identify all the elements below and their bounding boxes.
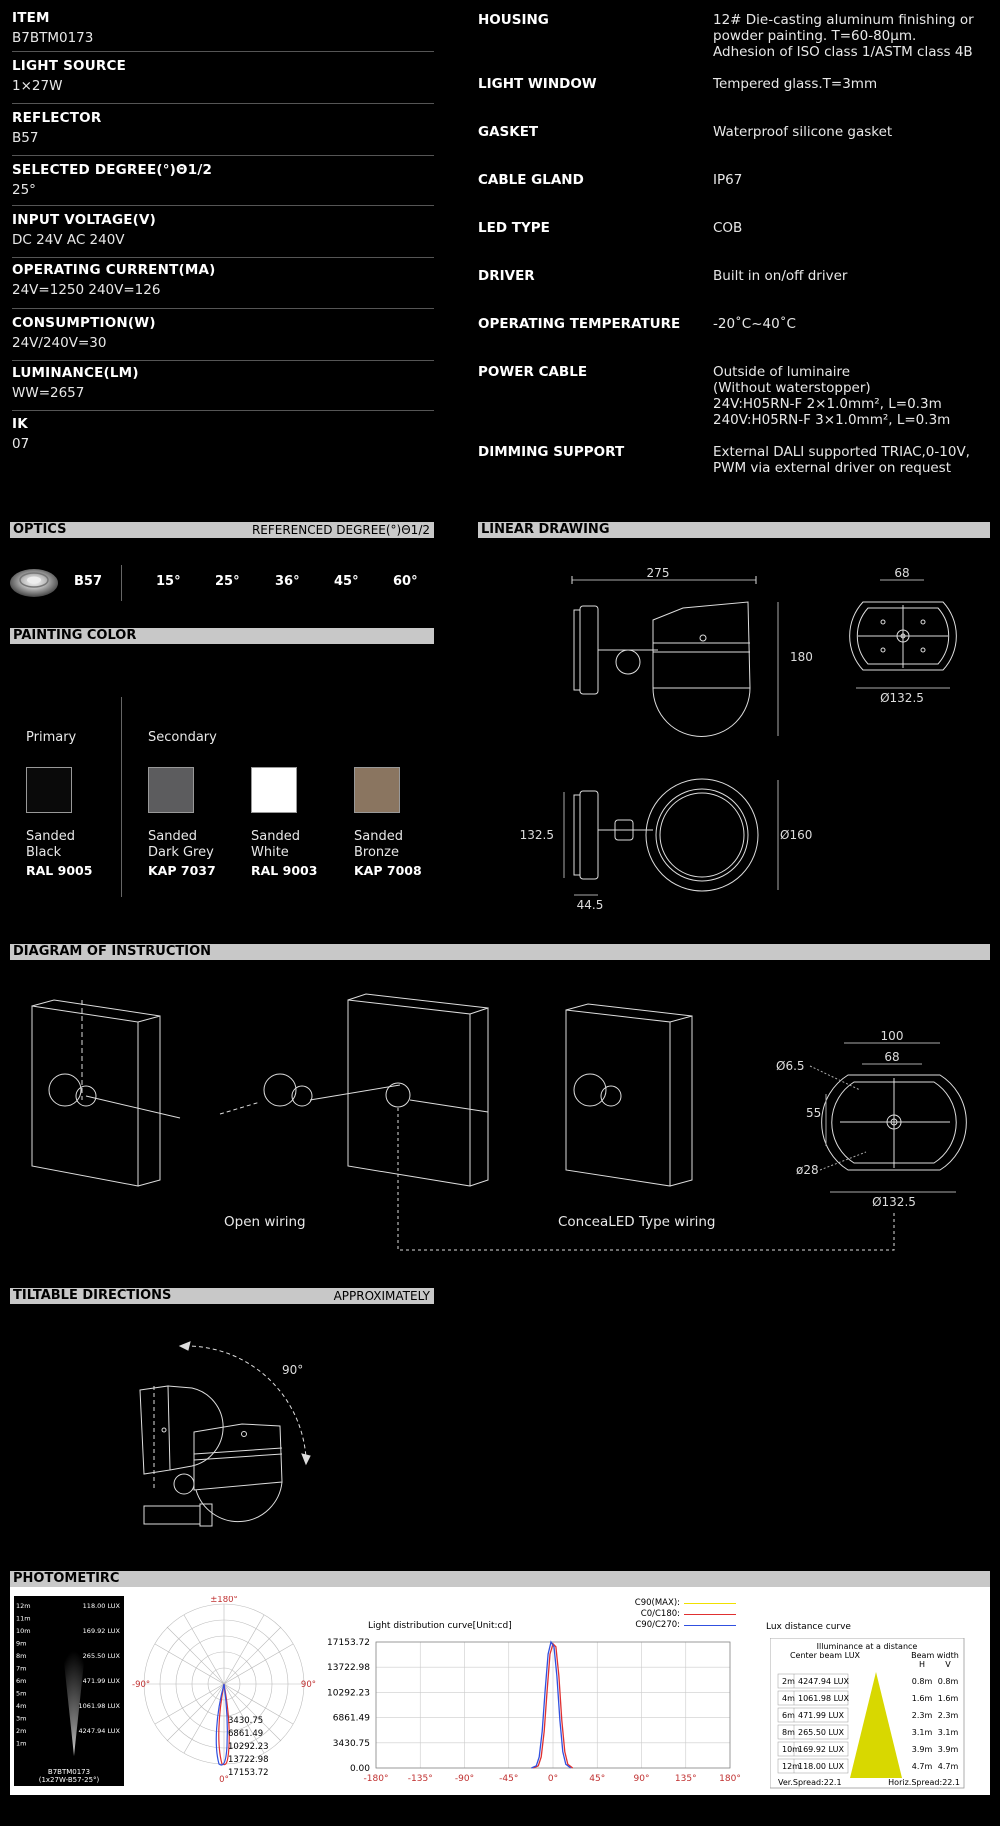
spec-value: DC 24V AC 240V (12, 232, 125, 248)
spec-value-line: (Without waterstopper) (713, 380, 871, 396)
lux-row-lux: 1061.98 LUX (798, 1694, 850, 1703)
spec-key: OPERATING CURRENT(MA) (12, 262, 216, 278)
spec-value (713, 124, 983, 140)
spec-value-line: -20˚C~40˚C (713, 316, 796, 332)
spec-value-line: 24V:H05RN-F 2×1.0mm², L=0.3m (713, 396, 942, 412)
spec-value (713, 364, 983, 428)
inst-dim-100: 100 (880, 1029, 904, 1043)
lux-row-v: 1.6m (937, 1694, 959, 1703)
isolux-panel (14, 1596, 124, 1786)
color-swatch (148, 767, 194, 813)
spec-value: WW=2657 (12, 385, 85, 401)
iso-lux-label: 4247.94 LUX (78, 1727, 120, 1735)
y-tick-label: 10292.23 (327, 1688, 370, 1699)
optics-degree-60: 60° (393, 574, 418, 589)
primary-label: Primary (26, 730, 77, 745)
linear-drawing-title: LINEAR DRAWING (481, 522, 610, 537)
iso-lux-label: 169.92 LUX (82, 1627, 120, 1635)
y-tick-label: 6861.49 (332, 1713, 370, 1724)
spec-value (713, 316, 983, 332)
spec-key: CONSUMPTION(W) (12, 315, 156, 331)
lux-row-h: 4.7m (911, 1762, 933, 1771)
spec-value: 07 (12, 436, 30, 452)
inst-dim-55: 55 (806, 1106, 822, 1120)
spec-value-line: powder painting. T=60-80μm. (713, 28, 917, 44)
spec-value-line: IP67 (713, 172, 743, 188)
iso-lux-label: 471.99 LUX (82, 1677, 120, 1685)
lux-row-h: 3.9m (911, 1745, 933, 1754)
lux-row-distance: 8m (782, 1728, 795, 1737)
optics-divider (121, 565, 122, 601)
lux-table-header: Illuminance at a distance (816, 1642, 918, 1651)
reflector-lens-icon (8, 563, 60, 601)
polar-top-label: ±180° (210, 1596, 238, 1605)
polar-diagram (130, 1596, 318, 1788)
optics-degree-15: 15° (156, 574, 181, 589)
polar-ring-3: 10292.23 (228, 1742, 269, 1752)
x-tick-label: 180° (719, 1774, 741, 1784)
spec-value-line: 12# Die-casting aluminum finishing or (713, 12, 974, 28)
instruction-header (10, 944, 990, 960)
color-name: Sanded (26, 829, 75, 844)
lux-col-beam: Beam width (911, 1651, 959, 1660)
spec-value (713, 12, 983, 60)
spec-row (12, 10, 434, 52)
iso-distance-label: 4m (16, 1702, 27, 1710)
spec-key: LUMINANCE(LM) (12, 365, 139, 381)
color-name: Sanded (251, 829, 300, 844)
x-tick-label: -90° (454, 1774, 475, 1784)
spec-value: 24V=1250 240V=126 (12, 282, 161, 298)
tilt-header (10, 1288, 434, 1304)
color-name: Sanded (148, 829, 197, 844)
painting-title: PAINTING COLOR (13, 628, 137, 643)
iso-caption-2: (1x27W-B57-25°) (38, 1776, 100, 1784)
spec-value-line: Outside of luminaire (713, 364, 851, 380)
horiz-spread: Horiz.Spread:22.1 (888, 1778, 960, 1787)
optics-subtitle: REFERENCED DEGREE(°)Θ1/2 (251, 523, 430, 537)
color-swatch (26, 767, 72, 813)
linear-drawing (478, 560, 990, 920)
spec-key: DIMMING SUPPORT (478, 444, 625, 460)
x-tick-label: -180° (363, 1774, 389, 1784)
tilt-angle-label: 90° (282, 1363, 304, 1377)
spec-key: HOUSING (478, 12, 549, 28)
lux-row-lux: 169.92 LUX (798, 1745, 844, 1754)
lux-row-distance: 12m (782, 1762, 800, 1771)
spec-value (713, 220, 983, 236)
inst-dim-d132-5: Ø132.5 (872, 1195, 916, 1209)
x-tick-label: 90° (633, 1774, 650, 1784)
instruction-title: DIAGRAM OF INSTRUCTION (13, 944, 212, 959)
optics-header (10, 522, 434, 538)
spec-key: SELECTED DEGREE(°)Θ1/2 (12, 162, 213, 178)
iso-distance-label: 9m (16, 1639, 27, 1648)
lux-row-v: 2.3m (937, 1711, 959, 1720)
polar-ring-1: 3430.75 (228, 1716, 264, 1726)
dim-44-5: 44.5 (576, 898, 604, 912)
spec-value-line: 240V:H05RN-F 3×1.0mm², L=0.3m (713, 412, 951, 428)
lux-row-lux: 265.50 LUX (798, 1728, 844, 1737)
spec-row (12, 58, 434, 104)
dim-275: 275 (646, 566, 670, 580)
spec-key: ITEM (12, 10, 50, 26)
polar-bottom-label: 0° (219, 1775, 229, 1785)
lux-row-distance: 6m (782, 1711, 795, 1720)
iso-distance-label: 11m (16, 1614, 31, 1623)
tilt-diagram (130, 1330, 350, 1540)
legend-line-yellow (684, 1603, 736, 1604)
x-tick-label: 45° (589, 1774, 606, 1784)
optics-degree-45: 45° (334, 574, 359, 589)
spec-value: 1×27W (12, 78, 63, 94)
iso-lux-label: 1061.98 LUX (78, 1702, 120, 1710)
spec-row (12, 262, 434, 309)
inst-dim-68: 68 (884, 1050, 900, 1064)
color-name: Sanded (354, 829, 403, 844)
open-wiring-label: Open wiring (224, 1214, 306, 1230)
y-tick-label: 3430.75 (332, 1738, 370, 1749)
color-code: RAL 9003 (251, 863, 318, 878)
painting-divider (121, 697, 122, 897)
spec-key: LIGHT SOURCE (12, 58, 126, 74)
color-code: KAP 7008 (354, 863, 422, 878)
photometric-header (10, 1571, 990, 1587)
lux-row-distance: 4m (782, 1694, 795, 1703)
iso-distance-label: 2m (16, 1727, 27, 1735)
lux-col-v: V (945, 1660, 951, 1669)
polar-right-label: 90° (300, 1680, 316, 1690)
spec-value (713, 172, 983, 188)
color-name-2: Dark Grey (148, 845, 214, 860)
spec-value: B7BTM0173 (12, 30, 94, 46)
lux-table-title: Lux distance curve (766, 1622, 851, 1632)
color-code: RAL 9005 (26, 863, 93, 878)
polar-ring-2: 6861.49 (228, 1729, 264, 1739)
spec-value-line: Tempered glass.T=3mm (713, 76, 878, 92)
spec-value-line: Waterproof silicone gasket (713, 124, 893, 140)
x-tick-label: -135° (407, 1774, 433, 1784)
color-swatch (251, 767, 297, 813)
legend-c0-c180: C0/C180: (640, 1609, 680, 1619)
painting-header (10, 628, 434, 644)
spec-key: POWER CABLE (478, 364, 588, 380)
dim-68: 68 (894, 566, 910, 580)
secondary-label: Secondary (148, 730, 217, 745)
dim-132-5: 132.5 (519, 828, 554, 842)
color-name-2: White (251, 845, 289, 860)
optics-degree-36: 36° (275, 574, 300, 589)
lux-col-center: Center beam LUX (789, 1651, 861, 1660)
x-tick-label: -45° (499, 1774, 519, 1784)
spec-key: DRIVER (478, 268, 535, 284)
chart-title: Light distribution curve[Unit:cd] (368, 1621, 512, 1631)
iso-lux-label: 265.50 LUX (82, 1652, 120, 1660)
lux-row-h: 2.3m (911, 1711, 933, 1720)
dim-d160: Ø160 (780, 828, 813, 842)
spec-value: 24V/240V=30 (12, 335, 107, 351)
ver-spread: Ver.Spread:22.1 (778, 1778, 842, 1787)
iso-distance-label: 10m (16, 1627, 31, 1635)
lux-row-distance: 10m (782, 1745, 800, 1754)
tilt-subtitle: APPROXIMATELY (333, 1289, 430, 1303)
spec-value-line: PWM via external driver on request (713, 460, 952, 476)
iso-distance-label: 7m (16, 1664, 27, 1673)
lux-row-distance: 2m (782, 1677, 795, 1686)
y-tick-label: 17153.72 (327, 1638, 370, 1648)
spec-row (12, 212, 434, 258)
spec-row (12, 416, 434, 456)
color-code: KAP 7037 (148, 863, 216, 878)
x-tick-label: 135° (674, 1774, 697, 1784)
optics-title: OPTICS (13, 522, 67, 537)
iso-caption-1: B7BTM0173 (47, 1768, 91, 1776)
lux-row-v: 4.7m (937, 1762, 959, 1771)
iso-lux-label: 118.00 LUX (82, 1602, 120, 1610)
photometric-title: PHOTOMETIRC (13, 1571, 120, 1586)
spec-value (713, 268, 983, 284)
spec-row (12, 365, 434, 411)
light-distribution-chart (318, 1608, 748, 1792)
legend-c90-max: C90(MAX): (634, 1598, 680, 1608)
lux-row-lux: 118.00 LUX (798, 1762, 844, 1771)
spec-value: 25° (12, 182, 36, 198)
y-tick-label: 0.00 (349, 1764, 370, 1774)
spec-key: GASKET (478, 124, 539, 140)
lux-row-h: 3.1m (911, 1728, 933, 1737)
instruction-diagram (10, 990, 990, 1260)
legend-c90-c270: C90/C270: (635, 1620, 680, 1630)
iso-distance-label: 1m (16, 1739, 27, 1748)
spec-value-line: Built in on/off driver (713, 268, 848, 284)
spec-value (713, 444, 983, 476)
color-name-2: Black (26, 845, 62, 860)
spec-value-line: Adhesion of ISO class 1/ASTM class 4B (713, 44, 973, 60)
iso-distance-label: 5m (16, 1689, 27, 1698)
spec-value (713, 76, 983, 92)
lux-row-lux: 4247.94 LUX (798, 1677, 850, 1686)
spec-key: LIGHT WINDOW (478, 76, 597, 92)
lux-row-v: 0.8m (937, 1677, 959, 1686)
lux-row-v: 3.1m (937, 1728, 959, 1737)
lux-row-h: 1.6m (911, 1694, 933, 1703)
iso-distance-label: 8m (16, 1652, 27, 1660)
optics-reflector-label: B57 (74, 574, 102, 589)
polar-ring-5: 17153.72 (228, 1768, 269, 1778)
concealed-wiring-label: ConceaLED Type wiring (558, 1214, 716, 1230)
spec-key: CABLE GLAND (478, 172, 584, 188)
lux-col-h: H (918, 1660, 926, 1669)
spec-key: OPERATING TEMPERATURE (478, 316, 681, 332)
iso-distance-label: 3m (16, 1714, 27, 1723)
spec-key: IK (12, 416, 28, 432)
linear-drawing-header (478, 522, 990, 538)
lux-distance-table (770, 1638, 970, 1790)
spec-value-line: External DALI supported TRIAC,0-10V, (713, 444, 970, 460)
spec-value-line: COB (713, 220, 743, 236)
spec-key: LED TYPE (478, 220, 550, 236)
tilt-title: TILTABLE DIRECTIONS (13, 1288, 172, 1303)
spec-key: INPUT VOLTAGE(V) (12, 212, 157, 228)
iso-distance-label: 6m (16, 1677, 27, 1685)
inst-dim-d6-5: Ø6.5 (776, 1059, 805, 1073)
polar-left-label: -90° (132, 1680, 151, 1690)
spec-row (12, 162, 434, 206)
dim-180: 180 (790, 650, 813, 664)
x-tick-label: 0° (547, 1774, 559, 1784)
optics-degree-25: 25° (215, 574, 240, 589)
polar-ring-4: 13722.98 (228, 1755, 269, 1765)
iso-distance-label: 12m (16, 1602, 31, 1610)
spec-value: B57 (12, 130, 39, 146)
lux-row-v: 3.9m (937, 1745, 959, 1754)
spec-row (12, 315, 434, 361)
y-tick-label: 13722.98 (327, 1663, 370, 1674)
spec-key: REFLECTOR (12, 110, 102, 126)
spec-row (12, 110, 434, 156)
dim-d132-5: Ø132.5 (880, 691, 924, 705)
color-swatch (354, 767, 400, 813)
lux-row-lux: 471.99 LUX (798, 1711, 844, 1720)
color-name-2: Bronze (354, 845, 399, 860)
lux-row-h: 0.8m (911, 1677, 933, 1686)
inst-dim-d28: ø28 (796, 1163, 819, 1177)
